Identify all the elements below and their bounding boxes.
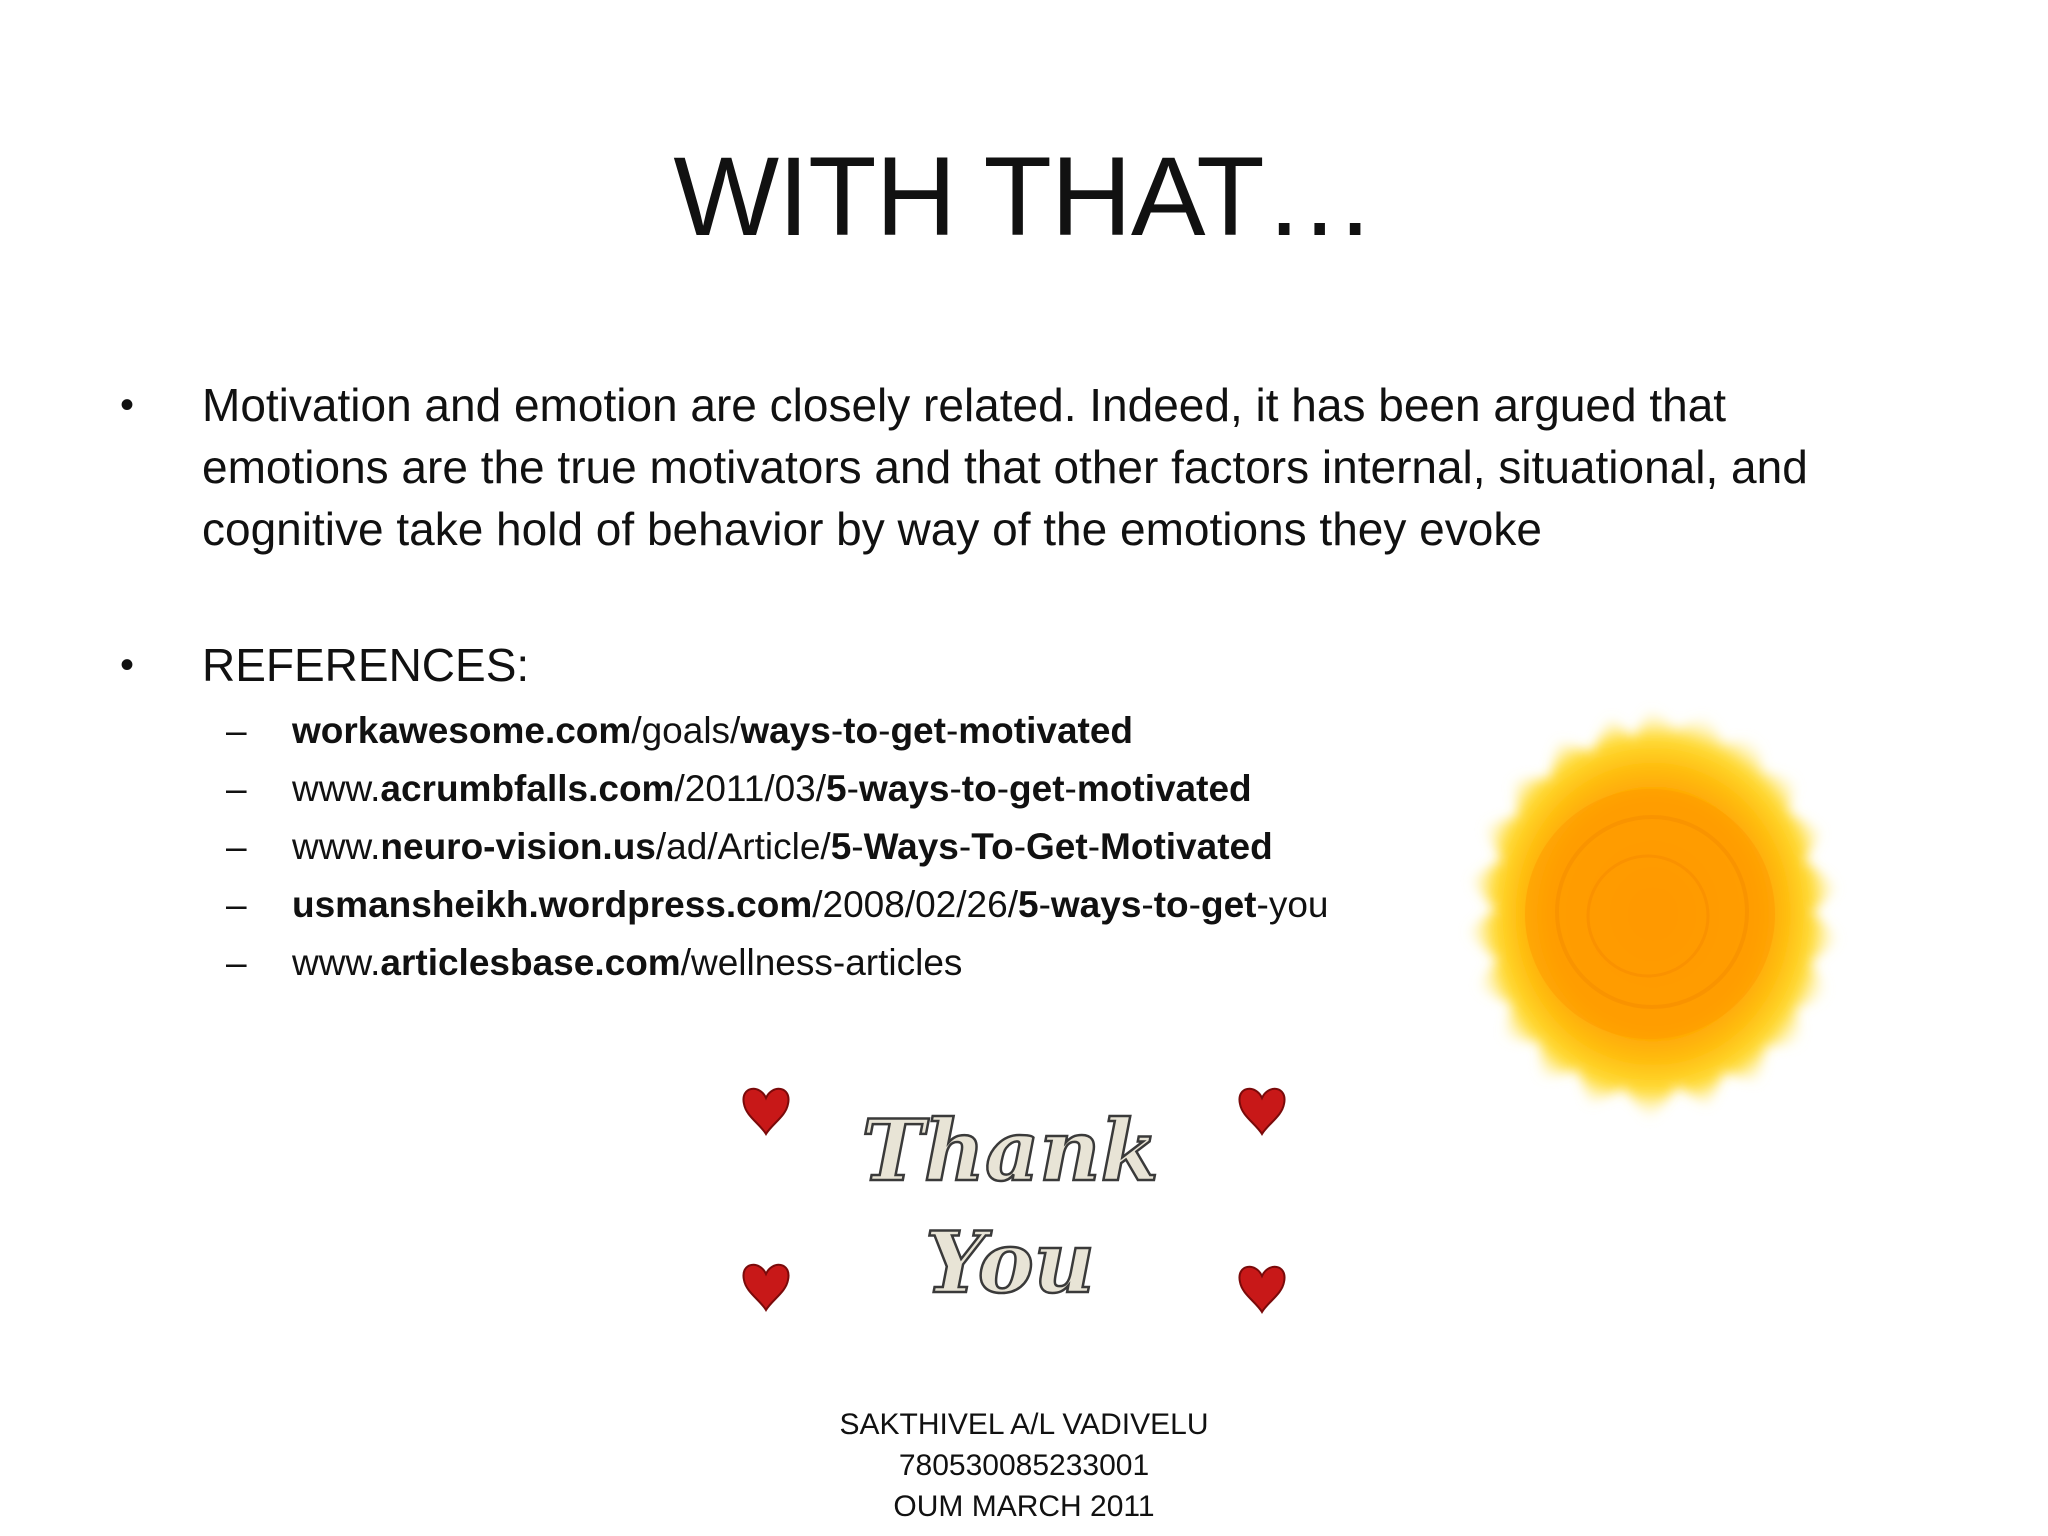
reference-item <box>220 876 1420 934</box>
reference-segment: usmansheikh.wordpress.com <box>292 884 813 925</box>
reference-segment: ways <box>1050 884 1142 925</box>
heart-icon <box>1239 1267 1284 1312</box>
reference-segment: get <box>1201 884 1257 925</box>
reference-segment: - <box>958 826 972 867</box>
author-id: 780530085233001 <box>898 1449 1150 1482</box>
reference-segment: get <box>1009 768 1065 809</box>
heart-icon <box>743 1265 788 1310</box>
reference-segment: to <box>961 768 997 809</box>
reference-segment: /ad/Article/ <box>655 826 831 867</box>
reference-segment: www. <box>292 942 381 983</box>
reference-segment: articlesbase.com <box>380 942 681 983</box>
reference-item <box>220 934 1420 992</box>
reference-segment: - <box>945 710 959 751</box>
reference-segment: - <box>996 768 1010 809</box>
reference-segment: www. <box>292 826 381 867</box>
reference-segment: - <box>1188 884 1201 925</box>
sun-image <box>1440 700 1860 1130</box>
reference-segment: To <box>971 826 1014 867</box>
reference-segment: get <box>890 710 946 751</box>
reference-item <box>220 760 1420 818</box>
reference-segment: 5 <box>1017 884 1039 925</box>
reference-segment: ways <box>740 710 831 751</box>
reference-segment: acrumbfalls.com <box>380 768 675 809</box>
reference-segment: - <box>846 768 859 809</box>
course-label: OUM MARCH 2011 <box>893 1490 1155 1523</box>
reference-segment: /wellness-articles <box>680 942 963 983</box>
reference-item <box>220 818 1420 876</box>
reference-segment: motivated <box>958 710 1134 751</box>
bullet-dot: • <box>120 643 135 687</box>
reference-segment: - <box>1013 826 1027 867</box>
reference-segment: to <box>1153 884 1189 925</box>
you-text: You <box>925 1213 1095 1312</box>
reference-segment: - <box>830 710 844 751</box>
reference-segment: neuro-vision.us <box>380 826 656 867</box>
thank-text: Thank <box>861 1101 1159 1200</box>
reference-item <box>220 702 1420 760</box>
heart-icon <box>743 1089 788 1134</box>
reference-segment: - <box>851 826 864 867</box>
reference-segment: 5 <box>830 826 852 867</box>
reference-segment: to <box>843 710 879 751</box>
reference-dash: – <box>226 710 247 751</box>
reference-segment: - <box>878 710 891 751</box>
reference-segment: www. <box>292 768 381 809</box>
bullet-text: Motivation and emotion are closely related. Indeed, it has been argued that emotions are the true motivators and that other factors internal, situational, and cognitive take hold of behavior by way of the emotions they evoke <box>202 379 1808 555</box>
reference-dash: – <box>226 942 247 983</box>
reference-segment: -you <box>1256 884 1329 925</box>
author-name: SAKTHIVEL A/L VADIVELU <box>839 1408 1209 1441</box>
reference-dash: – <box>226 768 247 809</box>
references-list <box>220 702 1420 992</box>
reference-segment: - <box>1087 826 1101 867</box>
reference-segment: - <box>949 768 962 809</box>
reference-segment: 5 <box>826 768 847 809</box>
reference-dash: – <box>226 826 247 867</box>
heart-icon <box>1239 1089 1284 1134</box>
reference-segment: /2008/02/26/ <box>812 884 1018 925</box>
reference-segment: workawesome.com <box>292 710 632 751</box>
reference-segment: motivated <box>1076 768 1252 809</box>
author-footer <box>0 1404 2048 1527</box>
reference-segment: - <box>1038 884 1051 925</box>
reference-segment: - <box>1141 884 1154 925</box>
reference-segment: /2011/03/ <box>674 768 827 809</box>
references-heading: REFERENCES: <box>202 639 530 691</box>
reference-dash: – <box>226 884 247 925</box>
slide-title: WITH THAT… <box>673 134 1375 259</box>
reference-segment: Ways <box>863 826 959 867</box>
reference-segment: /goals/ <box>631 710 741 751</box>
reference-segment: Motivated <box>1100 826 1273 867</box>
reference-segment: Get <box>1026 826 1088 867</box>
thank-you-graphic <box>730 1070 1310 1330</box>
bullet-dot: • <box>120 383 135 427</box>
reference-segment: ways <box>858 768 950 809</box>
reference-segment: - <box>1064 768 1077 809</box>
